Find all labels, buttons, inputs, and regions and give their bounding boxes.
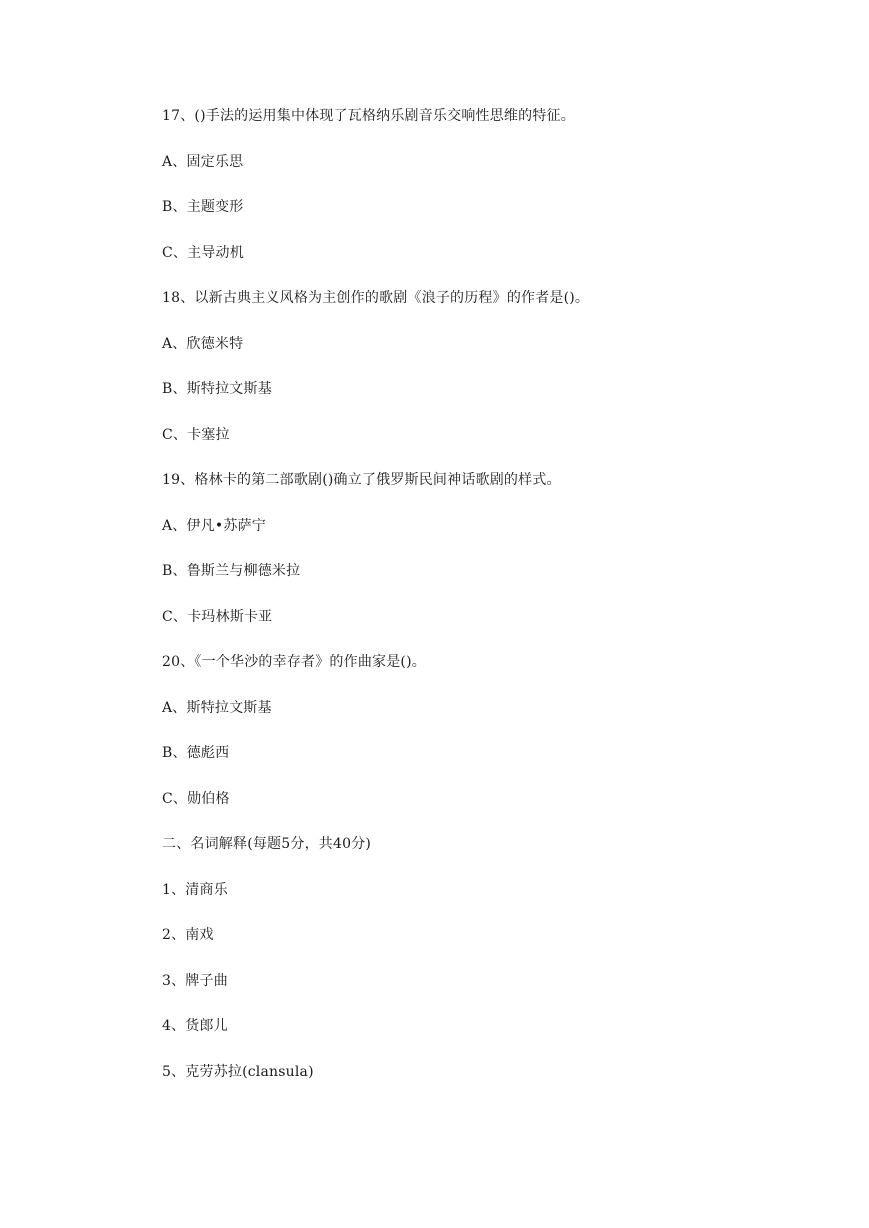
question-17: 17、()手法的运用集中体现了瓦格纳乐剧音乐交响性思维的特征。 — [162, 108, 575, 124]
term-2: 2、南戏 — [162, 927, 214, 943]
question-18: 18、以新古典主义风格为主创作的歌剧《浪子的历程》的作者是()。 — [162, 290, 590, 306]
option-c: C、勋伯格 — [162, 791, 230, 807]
term-3: 3、牌子曲 — [162, 973, 228, 989]
question-19: 19、格林卡的第二部歌剧()确立了俄罗斯民间神话歌剧的样式。 — [162, 472, 561, 488]
option-a: A、欣德米特 — [162, 336, 244, 352]
option-a: A、伊凡•苏萨宁 — [162, 518, 266, 534]
option-b: B、鲁斯兰与柳德米拉 — [162, 563, 301, 579]
term-4: 4、货郎儿 — [162, 1018, 228, 1034]
option-b: B、主题变形 — [162, 199, 244, 215]
option-a: A、固定乐思 — [162, 154, 244, 170]
option-a: A、斯特拉文斯基 — [162, 700, 272, 716]
term-1: 1、清商乐 — [162, 882, 228, 898]
term-5: 5、克劳苏拉(clansula) — [162, 1064, 314, 1080]
option-c: C、卡玛林斯卡亚 — [162, 609, 273, 625]
option-c: C、卡塞拉 — [162, 427, 230, 443]
option-c: C、主导动机 — [162, 245, 244, 261]
question-20: 20、《一个华沙的幸存者》的作曲家是()。 — [162, 654, 426, 670]
section-heading: 二、名词解释(每题5分，共40分) — [162, 836, 372, 852]
option-b: B、斯特拉文斯基 — [162, 381, 272, 397]
option-b: B、德彪西 — [162, 745, 230, 761]
